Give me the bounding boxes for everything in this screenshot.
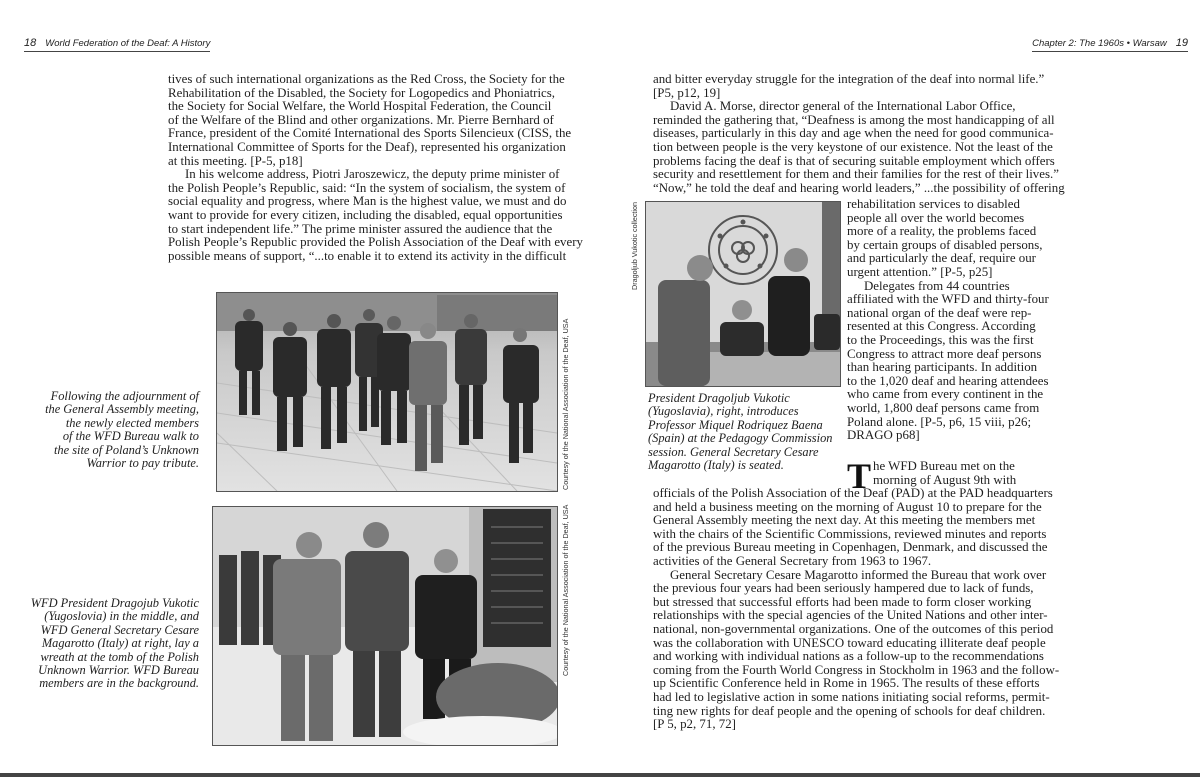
caption-line: Magarotto (Italy) at right, lay a <box>41 636 199 651</box>
caption-line: the site of Poland’s Unknown <box>53 442 199 457</box>
running-head-left <box>24 37 210 52</box>
right-column-bottom-text <box>653 486 1060 732</box>
text-line: Congress to attract more deaf persons <box>847 346 1042 361</box>
drop-cap: T <box>847 456 872 496</box>
paragraph-struggle <box>653 73 1043 100</box>
text-line: Poland alone. [P-5, p6, 15 viii, p26; <box>847 414 1032 429</box>
text-line: at this meeting. [P-5, p18] <box>168 153 303 168</box>
text-line: up Scientific Conference held in Rome in 1965. The results of these efforts <box>653 676 1040 691</box>
text-line: tion between people is the very keystone of our existence. Not the least of the <box>653 139 1053 154</box>
caption-line: (Spain) at the Pedagogy Commission <box>648 431 833 446</box>
page-number-left: 18 <box>24 37 37 49</box>
text-line: morning of August 9th with <box>873 472 1017 487</box>
text-line: with the chairs of the Scientific Commissions, reviewed minutes and reports <box>653 526 1047 541</box>
text-line: Rehabilitation of the Disabled, the Society for Logopedics and Phoniatrics, <box>168 85 555 100</box>
text-line: had led to legislative action in some nations initiating social reforms, permit- <box>653 689 1050 704</box>
text-line: Polish People’s Republic provided the Polish Association of the Deaf with every <box>168 235 583 250</box>
text-line: of the Welfare of the Blind and other organizations. Mr. Pierre Bernhard of <box>168 112 554 127</box>
paragraph-rehabilitation <box>847 198 1045 280</box>
text-line: problems facing the deaf is that of securing suitable employment which offers <box>653 153 1055 168</box>
text-line: to the 1,020 deaf and hearing attendees <box>847 373 1049 388</box>
photo-credit-wreath: Courtesy of the National Association of the Deaf, USA <box>561 504 570 676</box>
text-line: Delegates from 44 countries <box>864 278 1010 293</box>
text-line: [P 5, p2, 71, 72] <box>653 717 736 732</box>
photo-wreath-laying-image <box>213 507 557 745</box>
caption-line: Unknown Warrior. WFD Bureau <box>38 663 199 678</box>
running-head-right <box>1032 37 1188 52</box>
text-line: and held a business meeting on the morning of August 10 to prepare for the <box>653 499 1042 514</box>
photo-wreath-laying <box>212 506 558 746</box>
text-line: [P5, p12, 19] <box>653 85 721 100</box>
caption-line: Warrior to pay tribute. <box>86 456 199 471</box>
caption-line: WFD General Secretary Cesare <box>40 622 199 637</box>
caption-line: (Yugoslavia), right, introduces <box>648 404 799 419</box>
text-line: social equality and progress, where Man is the highest value, we must and do <box>168 194 567 209</box>
caption-line: President Dragoljub Vukotic <box>648 391 790 405</box>
text-line: world, 1,800 deaf persons came from <box>847 400 1040 415</box>
text-line: national organ of the deaf were rep- <box>847 305 1032 320</box>
text-line: France, president of the Comité International des Sports Silencieux (CISS, the <box>168 126 572 141</box>
caption-line: WFD President Dragojub Vukotic <box>30 596 199 610</box>
paragraph-morse <box>653 99 1065 195</box>
photo-pedagogy-session <box>645 201 841 387</box>
caption-wreath-laying <box>20 597 199 691</box>
text-line: resented at this Congress. According <box>847 319 1036 334</box>
text-line: David A. Morse, director general of the International Labor Office, <box>670 99 1016 114</box>
text-line: relationships with the special agencies of the United Nations and other inter- <box>653 608 1048 623</box>
text-line: rehabilitation services to disabled <box>847 197 1020 211</box>
text-line: the Polish People’s Republic, said: “In the system of socialism, the system of <box>168 180 566 195</box>
text-line: affiliated with the WFD and thirty-four <box>847 292 1049 307</box>
text-line: to the Proceedings, this was the first <box>847 332 1034 347</box>
paragraph-magarotto <box>653 567 1060 732</box>
paragraph-welcome-address <box>168 167 583 263</box>
photo-credit-march: Courtesy of the National Association of the Deaf, USA <box>561 318 570 490</box>
page-bottom-rule <box>0 773 1200 777</box>
text-line: more of a reality, the problems faced <box>847 224 1037 239</box>
caption-line: of the WFD Bureau walk to <box>62 429 199 444</box>
text-line: and particularly the deaf, require our <box>847 251 1036 266</box>
caption-line: wreath at the tomb of the Polish <box>40 649 199 664</box>
caption-line: members are in the background. <box>39 676 199 691</box>
caption-line: Magarotto (Italy) is seated. <box>648 458 784 473</box>
caption-line: Professor Miquel Rodriquez Baena <box>648 417 823 432</box>
text-line: he WFD Bureau met on the <box>873 459 1015 473</box>
caption-line: (Yugoslovia) in the middle, and <box>44 609 199 624</box>
text-line: was the collaboration with UNESCO toward educating illiterate deaf people <box>653 635 1046 650</box>
text-line: reminded the gathering that, “Deafness is among the most handicapping of all <box>653 112 1055 127</box>
photo-credit-pedagogy: Dragoljub Vukotic collection <box>630 201 639 290</box>
text-line: tives of such international organizations as the Red Cross, the Society for the <box>168 72 565 86</box>
text-line: General Assembly meeting the next day. At this meeting the members met <box>653 513 1036 528</box>
caption-bureau-march <box>30 390 199 470</box>
text-line: people all over the world becomes <box>847 210 1025 225</box>
text-line: of the previous Bureau meeting in Copenhagen, Denmark, and discussed the <box>653 540 1048 555</box>
left-column-text <box>168 72 583 263</box>
text-line: who came from every continent in the <box>847 387 1044 402</box>
caption-line: Following the adjournment of <box>50 389 199 403</box>
photo-pedagogy-session-image <box>646 202 840 386</box>
text-line: by certain groups of disabled persons, <box>847 237 1043 252</box>
text-line: activities of the General Secretary from 1963 to 1967. <box>653 553 932 568</box>
page-number-right: 19 <box>1175 37 1188 49</box>
text-line: In his welcome address, Piotri Jaroszewicz, the deputy prime minister of <box>185 167 560 182</box>
text-line: to start independent life.” The prime minister assured the audience that the <box>168 221 553 236</box>
caption-line: session. General Secretary Cesare <box>648 444 819 459</box>
photo-bureau-march-image <box>217 293 557 491</box>
right-side-text <box>847 197 1049 443</box>
text-line: the previous four years had been seriously hampered due to lack of funds, <box>653 581 1034 596</box>
text-line: General Secretary Cesare Magarotto informed the Bureau that work over <box>670 567 1047 582</box>
text-line: urgent attention.” [P-5, p25] <box>847 264 993 279</box>
text-line: want to provide for every citizen, including the disabled, equal opportunities <box>168 207 563 222</box>
paragraph-bureau-meeting <box>653 486 1053 569</box>
text-line: the Society for Social Welfare, the World Hospital Federation, the Council <box>168 99 552 114</box>
text-line: ting new rights for deaf people and the opening of schools for deaf children. <box>653 703 1046 718</box>
chapter-title: Chapter 2: The 1960s • Warsaw <box>1032 38 1167 49</box>
text-line: security and resettlement for them and their families for the rest of their lives.” <box>653 167 1059 182</box>
text-line: diseases, particularly in this day and age when the need for good communica- <box>653 126 1054 141</box>
text-line: officials of the Polish Association of the Deaf (PAD) at the PAD headquarters <box>653 486 1053 500</box>
caption-pedagogy-session <box>648 392 840 472</box>
text-line: but stressed that successful efforts had been made to form closer working <box>653 594 1032 609</box>
text-line: possible means of support, “...to enable it to extend its activity in the difficult <box>168 248 567 263</box>
book-title: World Federation of the Deaf: A History <box>45 38 211 49</box>
paragraph-delegates <box>847 278 1049 443</box>
caption-line: the General Assembly meeting, <box>45 402 199 417</box>
text-line: and bitter everyday struggle for the integration of the deaf into normal life.” <box>653 72 1045 86</box>
text-line: “Now,” he told the deaf and hearing world leaders,” ...the possibility of offering <box>653 180 1065 195</box>
text-line: than hearing participants. In addition <box>847 360 1038 375</box>
text-line: DRAGO p68] <box>847 428 920 443</box>
text-line: national, non-governmental organizations. One of the outcomes of this period <box>653 621 1054 636</box>
photo-bureau-march <box>216 292 558 492</box>
right-column-top-text <box>653 72 1065 195</box>
text-line: International Committee of Sports for the Deaf), represented his organization <box>168 139 566 154</box>
text-line: coming from the Fourth World Congress in Stockholm in 1963 and the follow- <box>653 662 1060 677</box>
paragraph-organizations <box>168 72 572 168</box>
text-line: and working with individual nations as a follow-up to the recommendations <box>653 649 1044 664</box>
caption-line: the newly elected members <box>65 415 199 430</box>
